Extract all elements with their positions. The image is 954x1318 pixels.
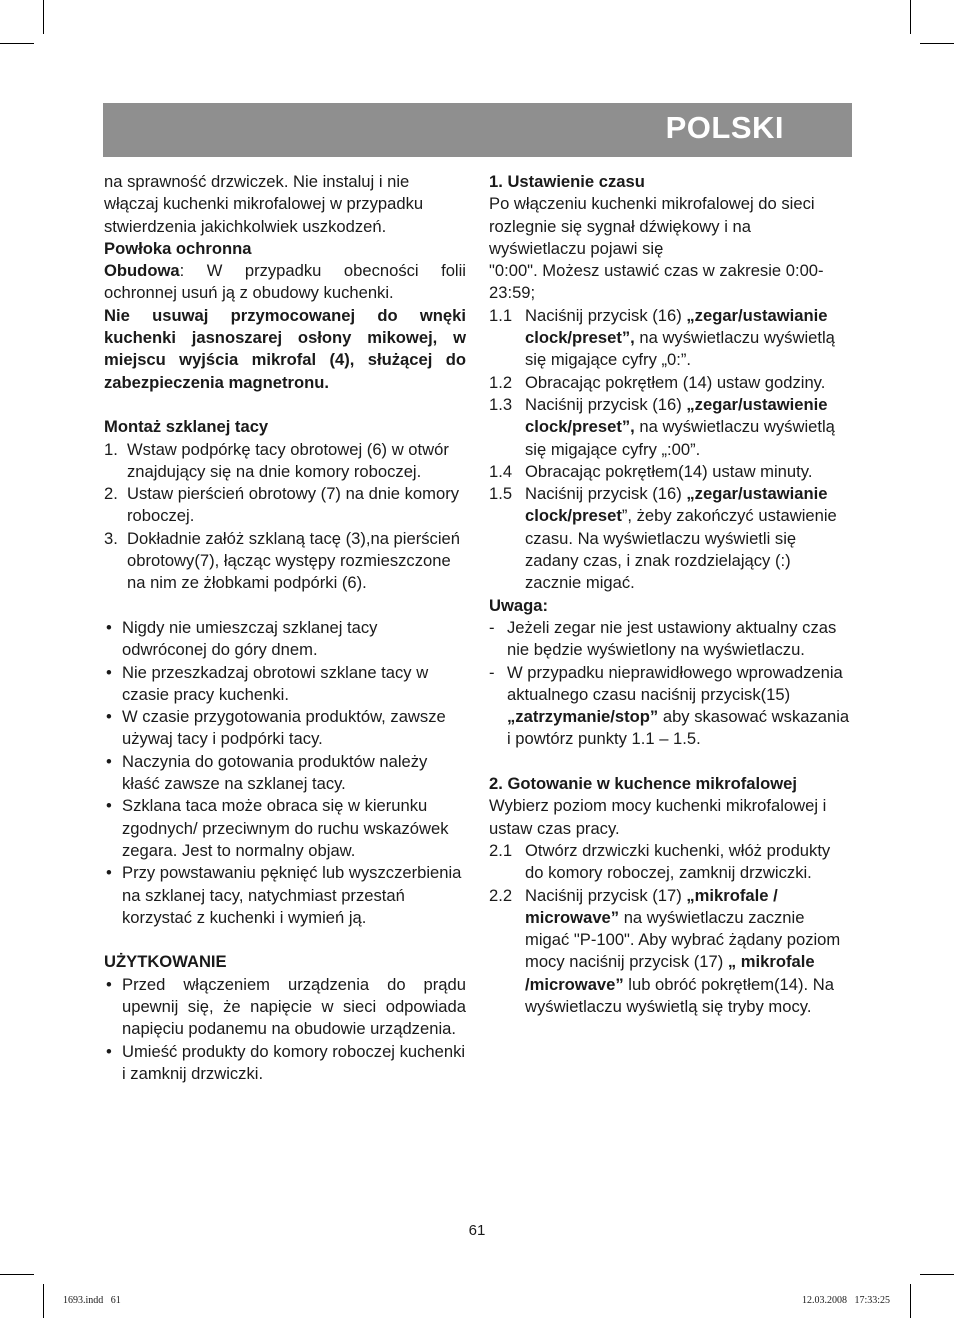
paragraph: na sprawność drzwiczek. Nie instaluj i nie włączaj kuchenki mikrofalowej w przypadku stwierdzenia jakichkolwiek uszkodzeń. <box>104 172 424 236</box>
bullet-text: Przy powstawaniu pęknięć lub wyszczerbienia na szklanej tacy, natychmiast przestań korzystać z kuchenki i wymień ją. <box>122 863 462 927</box>
footer-filename: 1693.indd 61 <box>63 1295 121 1306</box>
bullet-item <box>104 1041 466 1086</box>
bullet-item <box>104 795 466 862</box>
left-column <box>104 171 466 1085</box>
step-text: Naciśnij przycisk (17) „mikrofale / microwave” na wyświetlaczu zacznie migać "P-100". Aby wybrać żądany poziom mocy naciśnij przycisk (17) „ mikrofale /microwave” lub obróć pokrętłem(14). Na wyświetlaczu wyświetlą się tryby mocy. <box>525 885 841 1016</box>
list-number: 3. <box>104 528 118 548</box>
language-header <box>103 103 852 157</box>
bullet-icon: • <box>106 796 112 816</box>
bullet-item <box>104 662 466 707</box>
section-heading: 1. Ustawienie czasu <box>489 172 645 191</box>
bullet-icon: • <box>106 751 112 771</box>
step-number: 2.1 <box>489 840 513 860</box>
crop-mark <box>920 1274 954 1275</box>
bullet-text: Przed włączeniem urządzenia do prądu upewnij się, że napięcie w sieci odpowiada napięciu podanemu na obudowie urządzenia. <box>122 974 466 1039</box>
bullet-item <box>104 862 466 929</box>
bullet-icon: • <box>106 974 112 994</box>
step-item <box>489 372 851 394</box>
crop-mark <box>910 1284 911 1318</box>
step-item <box>489 885 851 1019</box>
step-number: 2.2 <box>489 885 513 905</box>
list-item <box>104 483 466 528</box>
section-heading: 2. Gotowanie w kuchence mikrofalowej <box>489 774 797 794</box>
paragraph <box>104 260 466 305</box>
bullet-item <box>104 974 466 1041</box>
paragraph: "0:00". Możesz ustawić czas w zakresie 0:00-23:59; <box>489 261 824 303</box>
crop-mark <box>43 0 44 34</box>
list-text: Dokładnie załóż szklaną tacę (3),na pierścień obrotowy(7), łącząc występy rozmieszczone na nim ze żłobkami podpórki (6). <box>127 528 460 593</box>
step-text: Obracając pokrętłem(14) ustaw minuty. <box>525 461 813 481</box>
warning-paragraph: Nie usuwaj przymocowanej do wnęki kuchenki jasnoszarej osłony mikowej, w miejscu wyjścia mikrofal (4), służącej do zabezpieczenia magnetronu. <box>104 305 466 392</box>
section-heading: Montaż szklanej tacy <box>104 417 269 437</box>
crop-mark <box>910 0 911 34</box>
step-number: 1.5 <box>489 484 513 504</box>
section-heading: UŻYTKOWANIE <box>104 952 227 972</box>
page-number: 61 <box>468 1222 486 1239</box>
bullet-text: Szklana taca może obraca się w kierunku zgodnych/ przeciwnym do ruchu wskazówek zegara. Jest to normalny objaw. <box>122 796 449 860</box>
step-text: Naciśnij przycisk (16) „zegar/ustawianie clock/preset”, żeby zakończyć ustawienie czasu. Na wyświetlaczu wyświetli się zadany czas, i znak rozdzielający (:) zacznie migać. <box>525 484 837 593</box>
footer-timestamp: 12.03.2008 17:33:25 <box>801 1295 890 1306</box>
step-number: 1.2 <box>489 372 513 392</box>
step-item <box>489 840 851 885</box>
bullet-item <box>104 751 466 796</box>
step-number: 1.3 <box>489 394 513 414</box>
step-item <box>489 483 851 594</box>
crop-mark <box>920 43 954 44</box>
note-item <box>489 662 851 751</box>
note-text: Jeżeli zegar nie jest ustawiony aktualny czas nie będzie wyświetlony na wyświetlaczu. <box>507 617 837 660</box>
bullet-icon: • <box>106 707 112 727</box>
step-item <box>489 461 851 483</box>
step-text: Otwórz drzwiczki kuchenki, włóż produkty do komory roboczej, zamknij drzwiczki. <box>525 840 831 883</box>
bold-term: Obudowa <box>104 261 180 281</box>
bullet-icon: • <box>106 662 112 682</box>
list-text: Ustaw pierścień obrotowy (7) na dnie komory roboczej. <box>127 484 460 526</box>
list-number: 1. <box>104 439 118 459</box>
header-title: POLSKI <box>665 110 784 145</box>
step-item <box>489 394 851 461</box>
bullet-icon: • <box>106 617 112 637</box>
paragraph-text: : W przypadku obecności folii ochronnej usuń ją z obudowy kuchenki. <box>104 261 466 303</box>
bullet-icon: • <box>106 1041 112 1061</box>
bullet-text: W czasie przygotowania produktów, zawsze używaj tacy i podpórki tacy. <box>122 707 446 749</box>
crop-mark <box>43 1284 44 1318</box>
bullet-text: Nigdy nie umieszczaj szklanej tacy odwróconej do góry dnem. <box>122 617 378 660</box>
list-item <box>104 528 466 595</box>
bullet-text: Nie przeszkadzaj obrotowi szklane tacy w czasie pracy kuchenki. <box>122 662 429 704</box>
bullet-text: Naczynia do gotowania produktów należy kłaść zawsze na szklanej tacy. <box>122 751 428 794</box>
bullet-item <box>104 617 466 662</box>
note-text: W przypadku nieprawidłowego wprowadzenia aktualnego czasu naciśnij przycisk(15) „zatrzymanie/stop” aby skasować wskazania i powtórz punkty 1.1 – 1.5. <box>507 662 850 749</box>
right-column <box>489 171 851 1018</box>
step-text: Obracając pokrętłem (14) ustaw godziny. <box>525 372 826 392</box>
note-heading: Uwaga: <box>489 595 549 615</box>
note-item <box>489 617 851 662</box>
paragraph: Wybierz poziom mocy kuchenki mikrofalowej i ustaw czas pracy. <box>489 796 827 838</box>
list-number: 2. <box>104 484 118 504</box>
step-text: Naciśnij przycisk (16) „zegar/ustawianie clock/preset”, na wyświetlaczu wyświetlą się migające cyfry „0:”. <box>525 305 835 370</box>
dash-marker: - <box>489 662 495 682</box>
list-text: Wstaw podpórkę tacy obrotowej (6) w otwór znajdujący się na dnie komory roboczej. <box>127 439 449 481</box>
paragraph: Po włączeniu kuchenki mikrofalowej do sieci rozlegnie się sygnał dźwiękowy i na wyświetlaczu pojawi się <box>489 194 815 258</box>
dash-marker: - <box>489 617 495 637</box>
crop-mark <box>0 43 34 44</box>
step-number: 1.4 <box>489 461 513 481</box>
bullet-text: Umieść produkty do komory roboczej kuchenki i zamknij drzwiczki. <box>122 1041 466 1083</box>
bullet-icon: • <box>106 863 112 883</box>
section-heading: Powłoka ochronna <box>104 238 252 258</box>
crop-mark <box>0 1274 34 1275</box>
bullet-item <box>104 706 466 751</box>
list-item <box>104 439 466 484</box>
step-text: Naciśnij przycisk (16) „zegar/ustawienie clock/preset”, na wyświetlaczu wyświetlą się migające cyfry „:00”. <box>525 394 835 459</box>
step-item <box>489 305 851 372</box>
step-number: 1.1 <box>489 305 513 325</box>
